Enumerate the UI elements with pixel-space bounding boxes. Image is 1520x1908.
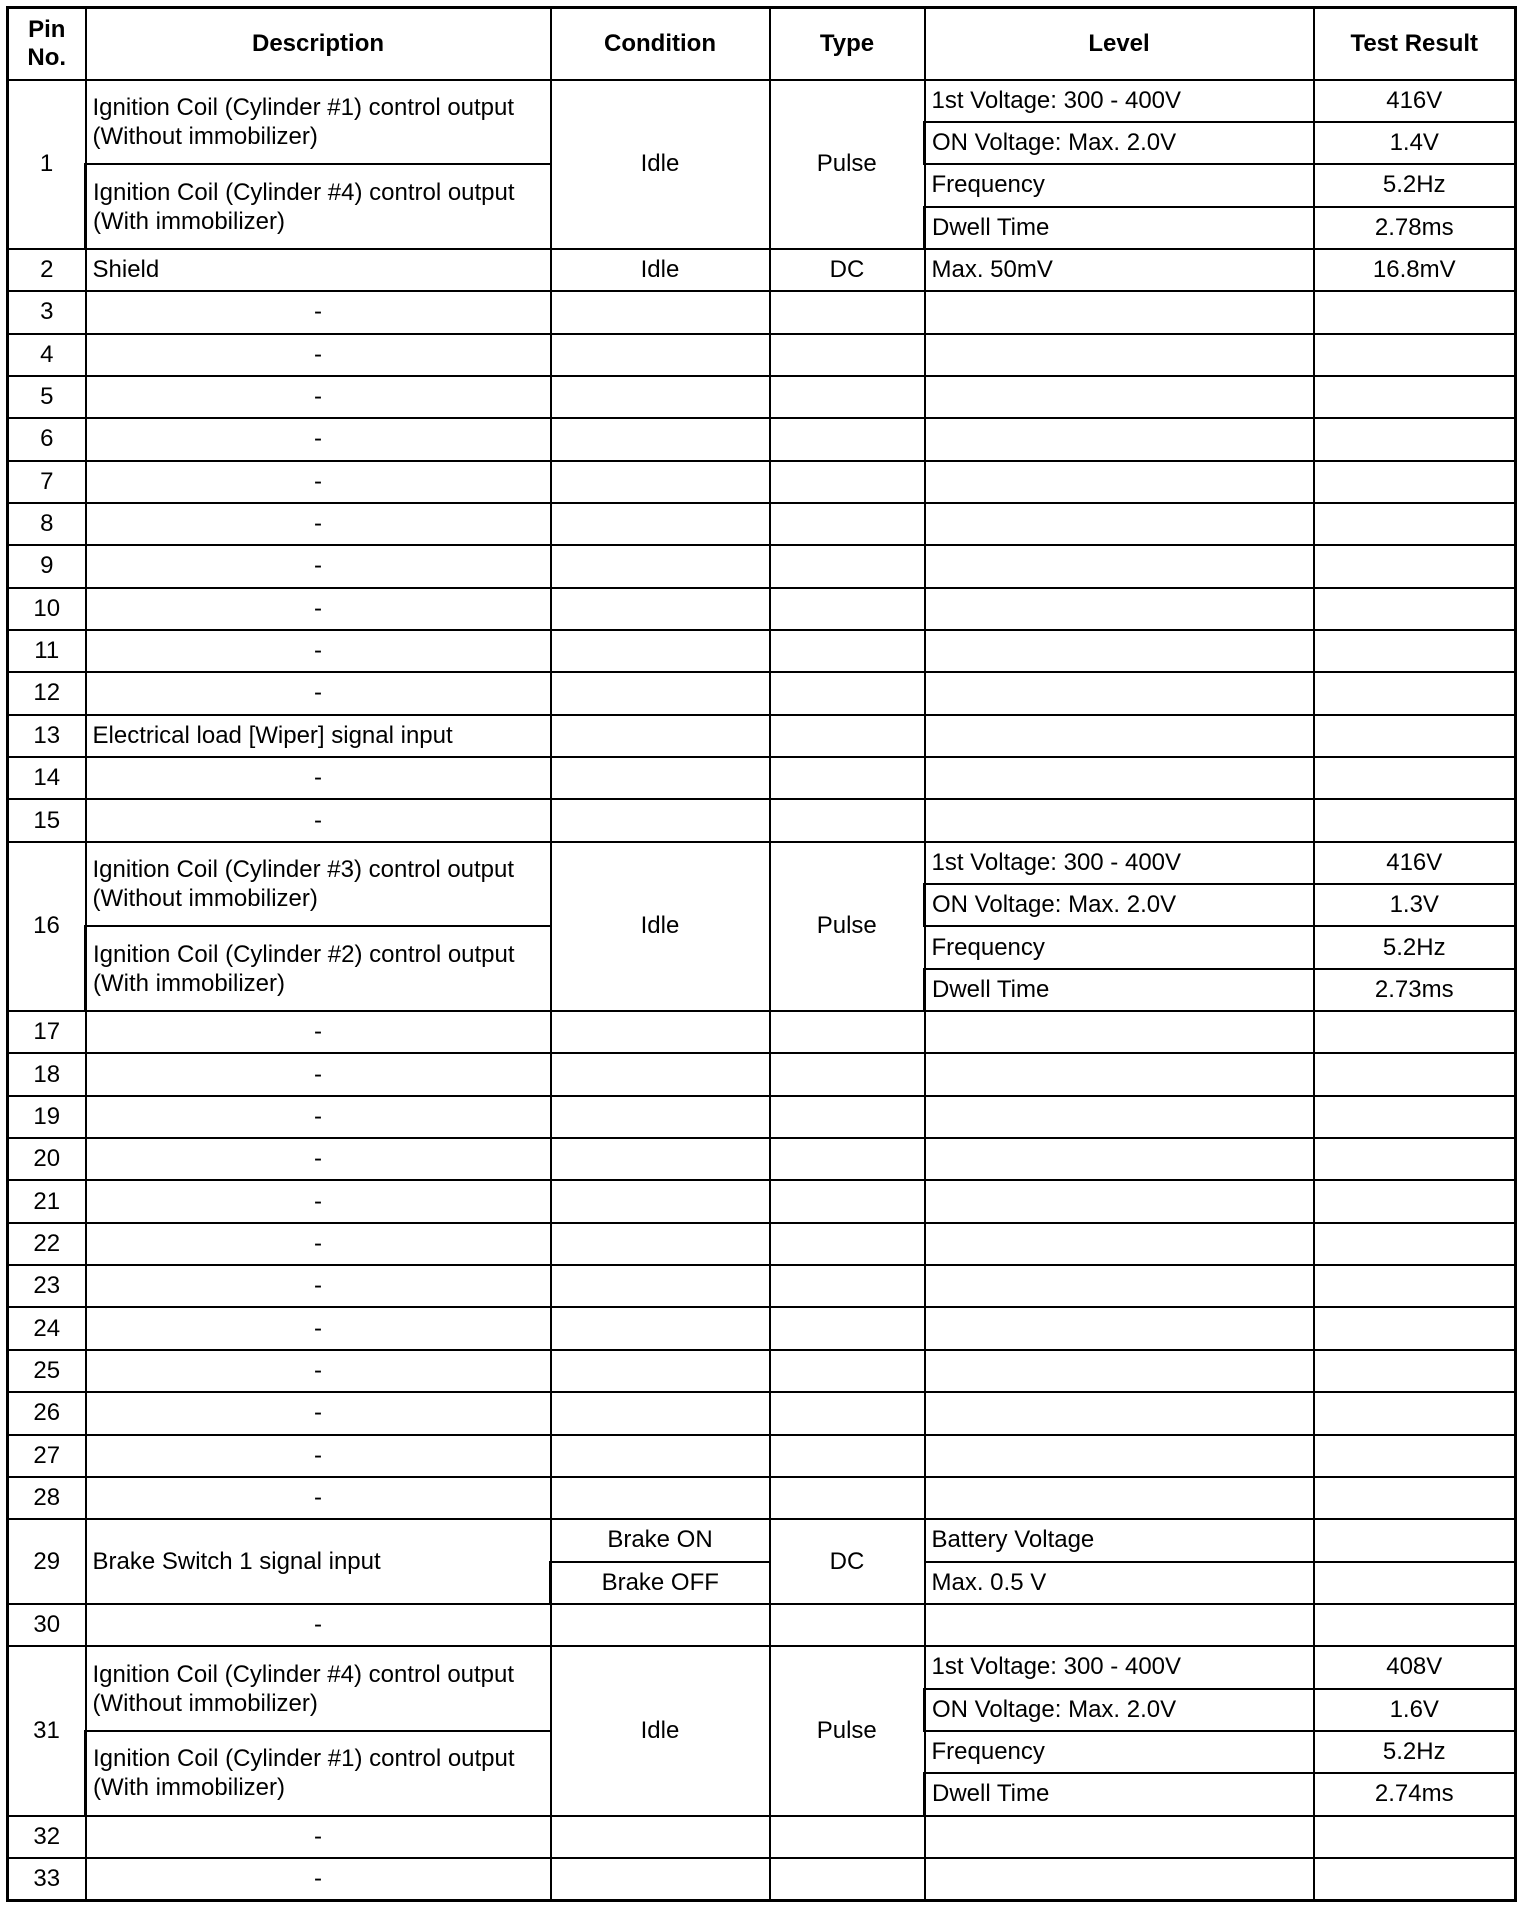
condition	[551, 1096, 770, 1138]
test-result	[1314, 1392, 1516, 1434]
condition	[551, 291, 770, 333]
signal-type	[770, 1011, 925, 1053]
level: 1st Voltage: 300 - 400V	[925, 842, 1314, 884]
level	[925, 545, 1314, 587]
pin-number: 23	[8, 1265, 86, 1307]
table-row	[8, 249, 1516, 291]
table-row	[8, 1477, 1516, 1519]
level: Max. 0.5 V	[925, 1562, 1314, 1604]
pin-number: 18	[8, 1053, 86, 1095]
signal-type	[770, 503, 925, 545]
level	[925, 334, 1314, 376]
signal-type	[770, 1816, 925, 1858]
test-result	[1314, 1180, 1516, 1222]
pin-table	[6, 6, 1517, 1902]
signal-type	[770, 757, 925, 799]
header-test-result: Test Result	[1314, 8, 1516, 80]
description: -	[86, 1096, 551, 1138]
condition	[551, 1265, 770, 1307]
level	[925, 1604, 1314, 1646]
description: Brake Switch 1 signal input	[86, 1519, 551, 1604]
signal-type	[770, 334, 925, 376]
description: -	[86, 1604, 551, 1646]
condition	[551, 1180, 770, 1222]
condition	[551, 418, 770, 460]
condition: Idle	[551, 80, 770, 249]
table-row	[8, 1265, 1516, 1307]
level	[925, 291, 1314, 333]
level: Battery Voltage	[925, 1519, 1314, 1561]
description: -	[86, 376, 551, 418]
table-row	[8, 1307, 1516, 1349]
test-result: 2.73ms	[1314, 969, 1516, 1011]
table-row	[8, 799, 1516, 841]
table-row	[8, 1519, 1516, 1561]
description: -	[86, 461, 551, 503]
level	[925, 799, 1314, 841]
condition	[551, 757, 770, 799]
table-row	[8, 1646, 1516, 1688]
signal-type	[770, 545, 925, 587]
level: Frequency	[925, 164, 1314, 206]
level: 1st Voltage: 300 - 400V	[925, 1646, 1314, 1688]
test-result: 1.4V	[1314, 122, 1516, 164]
description: -	[86, 757, 551, 799]
pin-number: 29	[8, 1519, 86, 1604]
table-row	[8, 418, 1516, 460]
test-result: 1.6V	[1314, 1689, 1516, 1731]
description: Electrical load [Wiper] signal input	[86, 715, 551, 757]
test-result: 416V	[1314, 80, 1516, 122]
test-result	[1314, 418, 1516, 460]
table-row	[8, 80, 1516, 122]
test-result	[1314, 291, 1516, 333]
test-result	[1314, 1350, 1516, 1392]
pin-number: 32	[8, 1816, 86, 1858]
pin-number: 9	[8, 545, 86, 587]
signal-type	[770, 1096, 925, 1138]
description: Ignition Coil (Cylinder #1) control output (Without immobilizer)	[86, 80, 551, 165]
signal-type: Pulse	[770, 1646, 925, 1815]
level	[925, 1138, 1314, 1180]
level	[925, 418, 1314, 460]
pin-number: 11	[8, 630, 86, 672]
level	[925, 1265, 1314, 1307]
level: ON Voltage: Max. 2.0V	[925, 1689, 1314, 1731]
signal-type	[770, 715, 925, 757]
table-row	[8, 757, 1516, 799]
description: Ignition Coil (Cylinder #3) control output (Without immobilizer)	[86, 842, 551, 927]
level: Frequency	[925, 1731, 1314, 1773]
pin-number: 22	[8, 1223, 86, 1265]
level: 1st Voltage: 300 - 400V	[925, 80, 1314, 122]
pin-number: 13	[8, 715, 86, 757]
description: -	[86, 1053, 551, 1095]
condition	[551, 545, 770, 587]
table-row	[8, 1350, 1516, 1392]
test-result	[1314, 672, 1516, 714]
test-result	[1314, 1562, 1516, 1604]
test-result: 5.2Hz	[1314, 164, 1516, 206]
level	[925, 1435, 1314, 1477]
signal-type	[770, 1307, 925, 1349]
condition	[551, 503, 770, 545]
description: -	[86, 1011, 551, 1053]
condition	[551, 799, 770, 841]
test-result: 408V	[1314, 1646, 1516, 1688]
description: -	[86, 334, 551, 376]
table-row	[8, 1435, 1516, 1477]
test-result: 2.78ms	[1314, 207, 1516, 249]
level	[925, 1350, 1314, 1392]
level	[925, 1180, 1314, 1222]
signal-type	[770, 1265, 925, 1307]
condition	[551, 672, 770, 714]
description: -	[86, 1265, 551, 1307]
description: -	[86, 1816, 551, 1858]
pin-number: 21	[8, 1180, 86, 1222]
signal-type	[770, 1138, 925, 1180]
condition	[551, 1477, 770, 1519]
pin-number: 1	[8, 80, 86, 249]
table-row	[8, 1096, 1516, 1138]
level	[925, 1392, 1314, 1434]
level	[925, 1477, 1314, 1519]
header-type: Type	[770, 8, 925, 80]
signal-type: Pulse	[770, 842, 925, 1011]
table-row	[8, 672, 1516, 714]
level	[925, 1307, 1314, 1349]
table-row	[8, 1180, 1516, 1222]
signal-type	[770, 799, 925, 841]
condition	[551, 1392, 770, 1434]
pin-number: 8	[8, 503, 86, 545]
test-result	[1314, 1223, 1516, 1265]
pin-number: 5	[8, 376, 86, 418]
level	[925, 1053, 1314, 1095]
signal-type	[770, 1350, 925, 1392]
pin-number: 14	[8, 757, 86, 799]
pin-number: 7	[8, 461, 86, 503]
level	[925, 715, 1314, 757]
test-result: 16.8mV	[1314, 249, 1516, 291]
test-result	[1314, 1477, 1516, 1519]
description: -	[86, 1138, 551, 1180]
pin-number: 3	[8, 291, 86, 333]
description: -	[86, 291, 551, 333]
pin-number: 2	[8, 249, 86, 291]
condition	[551, 1053, 770, 1095]
pin-number: 19	[8, 1096, 86, 1138]
condition	[551, 1011, 770, 1053]
pin-number: 30	[8, 1604, 86, 1646]
pin-number: 20	[8, 1138, 86, 1180]
signal-type: DC	[770, 1519, 925, 1604]
table-row	[8, 376, 1516, 418]
level: Dwell Time	[925, 207, 1314, 249]
test-result	[1314, 1138, 1516, 1180]
test-result	[1314, 799, 1516, 841]
condition	[551, 376, 770, 418]
level	[925, 1816, 1314, 1858]
test-result	[1314, 503, 1516, 545]
condition: Idle	[551, 249, 770, 291]
test-result	[1314, 715, 1516, 757]
condition	[551, 1816, 770, 1858]
pin-number: 24	[8, 1307, 86, 1349]
description: -	[86, 1180, 551, 1222]
table-row	[8, 715, 1516, 757]
description: -	[86, 503, 551, 545]
signal-type	[770, 1053, 925, 1095]
description: -	[86, 588, 551, 630]
table-row	[8, 1392, 1516, 1434]
test-result	[1314, 588, 1516, 630]
test-result	[1314, 461, 1516, 503]
pin-number: 31	[8, 1646, 86, 1815]
signal-type: DC	[770, 249, 925, 291]
table-row	[8, 291, 1516, 333]
pin-number: 6	[8, 418, 86, 460]
condition	[551, 1858, 770, 1901]
table-row	[8, 1604, 1516, 1646]
level: Max. 50mV	[925, 249, 1314, 291]
signal-type	[770, 291, 925, 333]
pin-number: 12	[8, 672, 86, 714]
signal-type	[770, 1180, 925, 1222]
description: -	[86, 545, 551, 587]
level: ON Voltage: Max. 2.0V	[925, 122, 1314, 164]
description: -	[86, 1307, 551, 1349]
description: -	[86, 418, 551, 460]
header-level: Level	[925, 8, 1314, 80]
table-row	[8, 630, 1516, 672]
pin-number: 4	[8, 334, 86, 376]
table-row	[8, 545, 1516, 587]
level	[925, 376, 1314, 418]
condition	[551, 630, 770, 672]
level	[925, 672, 1314, 714]
description: Ignition Coil (Cylinder #4) control output (With immobilizer)	[86, 164, 551, 249]
test-result	[1314, 545, 1516, 587]
table-row	[8, 588, 1516, 630]
table-row	[8, 1858, 1516, 1901]
test-result	[1314, 1435, 1516, 1477]
test-result	[1314, 334, 1516, 376]
condition	[551, 715, 770, 757]
level	[925, 1223, 1314, 1265]
description: -	[86, 1392, 551, 1434]
condition	[551, 334, 770, 376]
test-result: 5.2Hz	[1314, 1731, 1516, 1773]
description: -	[86, 1350, 551, 1392]
condition: Brake OFF	[551, 1562, 770, 1604]
description: -	[86, 1223, 551, 1265]
test-result	[1314, 1604, 1516, 1646]
test-result	[1314, 376, 1516, 418]
test-result	[1314, 1858, 1516, 1901]
pin-number: 25	[8, 1350, 86, 1392]
description: -	[86, 672, 551, 714]
header-description: Description	[86, 8, 551, 80]
table-row	[8, 461, 1516, 503]
level: Frequency	[925, 926, 1314, 968]
signal-type	[770, 418, 925, 460]
table-row	[8, 334, 1516, 376]
table-row	[8, 503, 1516, 545]
signal-type	[770, 1604, 925, 1646]
description: -	[86, 630, 551, 672]
level	[925, 630, 1314, 672]
level: Dwell Time	[925, 969, 1314, 1011]
pin-number: 33	[8, 1858, 86, 1901]
pin-number: 27	[8, 1435, 86, 1477]
signal-type	[770, 1477, 925, 1519]
test-result: 2.74ms	[1314, 1773, 1516, 1815]
condition	[551, 1223, 770, 1265]
condition	[551, 1138, 770, 1180]
level: ON Voltage: Max. 2.0V	[925, 884, 1314, 926]
test-result	[1314, 1096, 1516, 1138]
test-result	[1314, 1265, 1516, 1307]
test-result: 1.3V	[1314, 884, 1516, 926]
level	[925, 461, 1314, 503]
description: Shield	[86, 249, 551, 291]
description: Ignition Coil (Cylinder #1) control output (With immobilizer)	[86, 1731, 551, 1816]
signal-type	[770, 588, 925, 630]
level	[925, 1096, 1314, 1138]
table-row	[8, 1053, 1516, 1095]
level	[925, 588, 1314, 630]
header-condition: Condition	[551, 8, 770, 80]
test-result	[1314, 757, 1516, 799]
description: Ignition Coil (Cylinder #2) control output (With immobilizer)	[86, 926, 551, 1011]
signal-type	[770, 1435, 925, 1477]
table-row	[8, 1816, 1516, 1858]
condition: Brake ON	[551, 1519, 770, 1561]
test-result	[1314, 1011, 1516, 1053]
level	[925, 503, 1314, 545]
test-result	[1314, 1519, 1516, 1561]
level: Dwell Time	[925, 1773, 1314, 1815]
test-result: 5.2Hz	[1314, 926, 1516, 968]
signal-type	[770, 376, 925, 418]
level	[925, 757, 1314, 799]
pin-number: 16	[8, 842, 86, 1011]
condition: Idle	[551, 1646, 770, 1815]
table-row	[8, 1223, 1516, 1265]
description: Ignition Coil (Cylinder #4) control output (Without immobilizer)	[86, 1646, 551, 1731]
signal-type	[770, 672, 925, 714]
header-pin-no: Pin No.	[8, 8, 86, 80]
level	[925, 1011, 1314, 1053]
pin-number: 28	[8, 1477, 86, 1519]
signal-type	[770, 1223, 925, 1265]
description: -	[86, 799, 551, 841]
condition	[551, 1350, 770, 1392]
signal-type	[770, 630, 925, 672]
header-row	[8, 8, 1516, 80]
pin-number: 15	[8, 799, 86, 841]
table-row	[8, 1011, 1516, 1053]
pin-number: 17	[8, 1011, 86, 1053]
test-result	[1314, 630, 1516, 672]
signal-type	[770, 1392, 925, 1434]
description: -	[86, 1477, 551, 1519]
condition: Idle	[551, 842, 770, 1011]
signal-type	[770, 461, 925, 503]
description: -	[86, 1858, 551, 1901]
test-result: 416V	[1314, 842, 1516, 884]
table-row	[8, 842, 1516, 884]
pin-number: 10	[8, 588, 86, 630]
description: -	[86, 1435, 551, 1477]
test-result	[1314, 1053, 1516, 1095]
test-result	[1314, 1307, 1516, 1349]
condition	[551, 1604, 770, 1646]
condition	[551, 461, 770, 503]
condition	[551, 1435, 770, 1477]
pin-number: 26	[8, 1392, 86, 1434]
test-result	[1314, 1816, 1516, 1858]
condition	[551, 588, 770, 630]
signal-type	[770, 1858, 925, 1901]
signal-type: Pulse	[770, 80, 925, 249]
table-row	[8, 1138, 1516, 1180]
condition	[551, 1307, 770, 1349]
level	[925, 1858, 1314, 1901]
